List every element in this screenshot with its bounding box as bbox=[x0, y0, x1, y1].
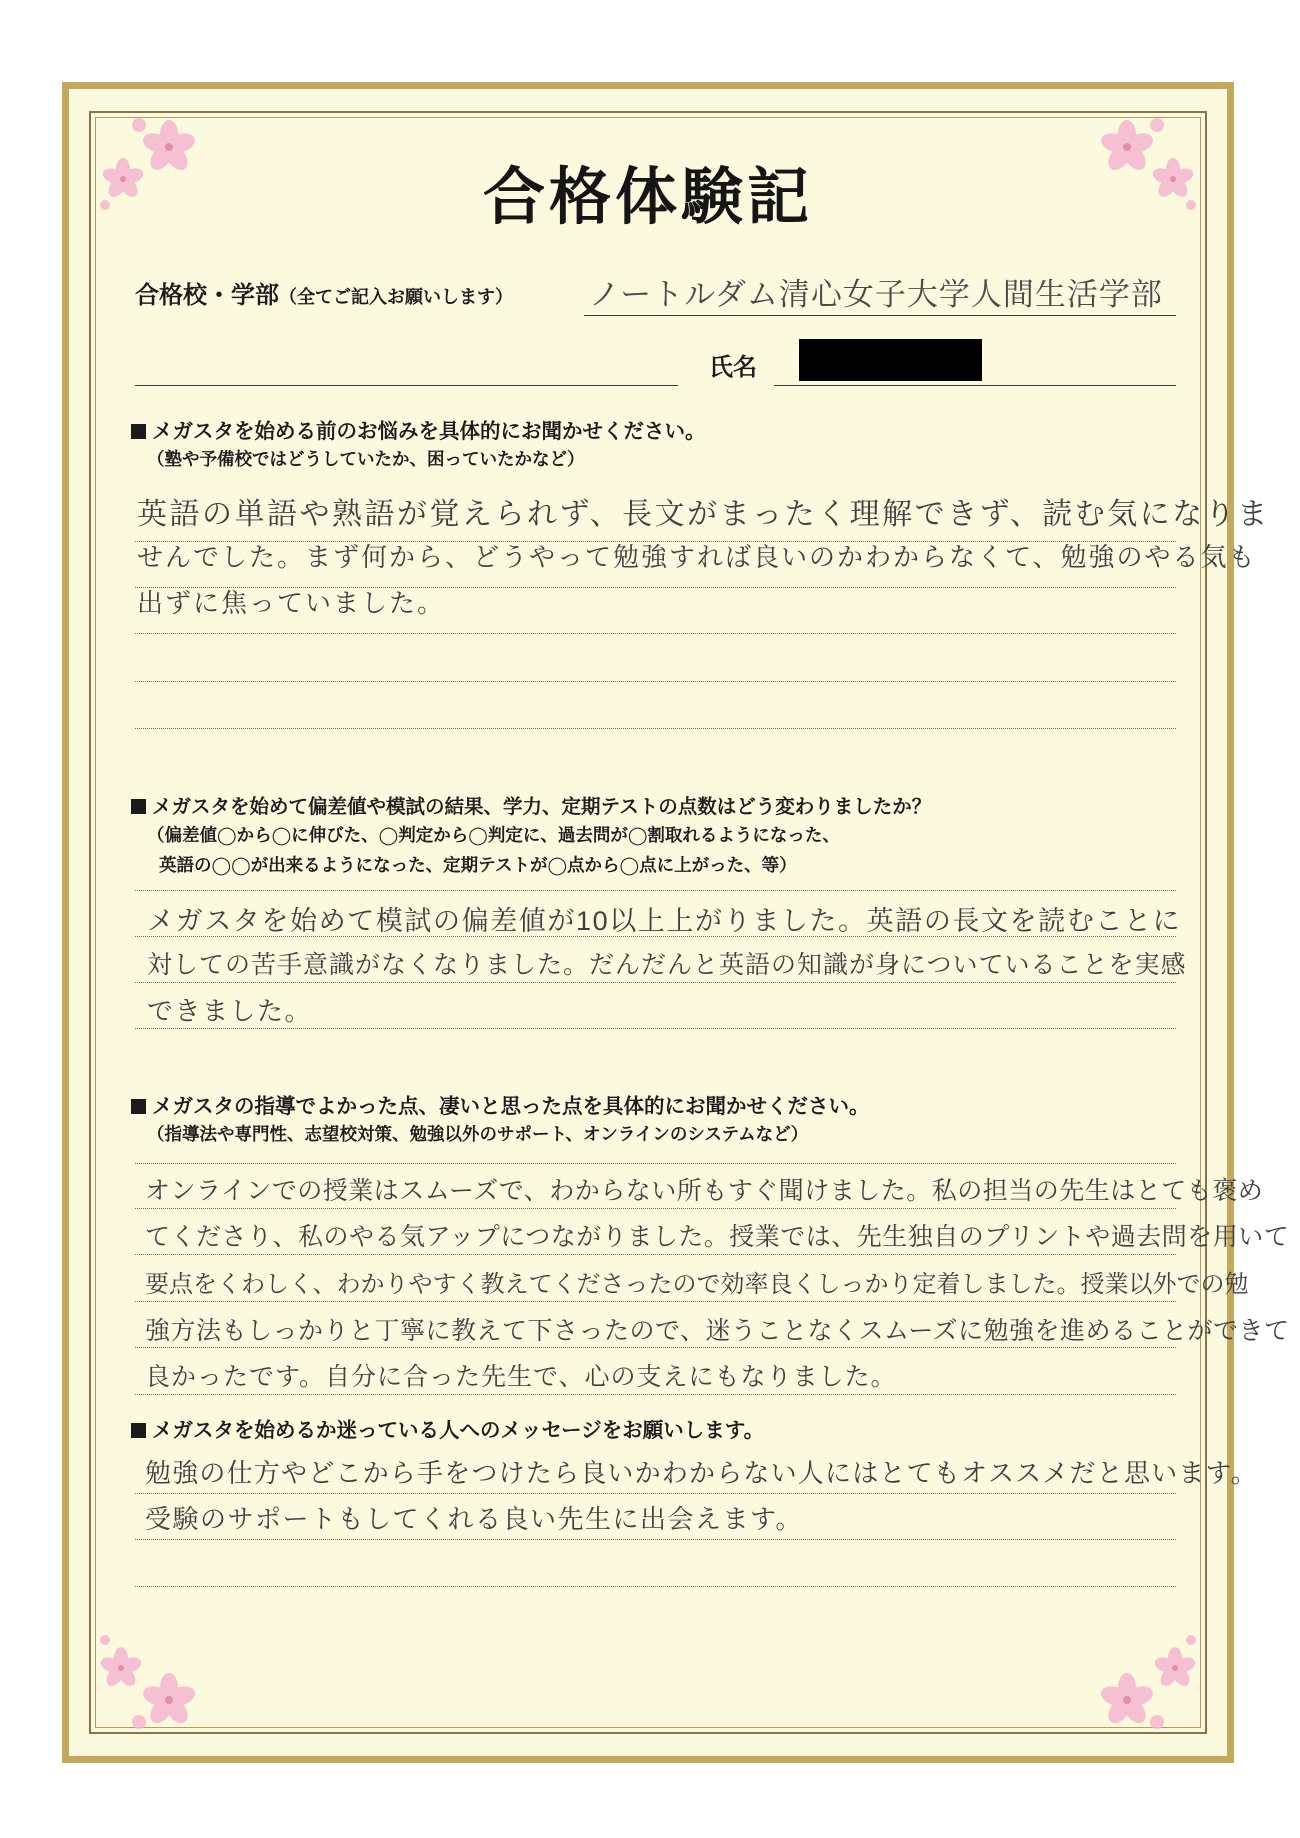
question-1-heading bbox=[131, 414, 706, 444]
answer-line: メガスタを始めて模試の偏差値が10以上上がりました。英語の長文を読むことに bbox=[147, 906, 1182, 936]
ruled-line bbox=[135, 541, 1176, 542]
ruled-line bbox=[135, 936, 1176, 937]
sakura-corner-bottom-right-icon bbox=[1093, 1628, 1203, 1738]
ruled-line bbox=[135, 633, 1176, 634]
ruled-line bbox=[135, 587, 1176, 588]
answer-line: 良かったです。自分に合った先生で、心の支えにもなりました。 bbox=[145, 1363, 897, 1391]
ruled-line bbox=[135, 1539, 1176, 1540]
question-2-heading-text: メガスタを始めて偏差値や模試の結果、学力、定期テストの点数はどう変わりましたか？ bbox=[152, 795, 932, 818]
name-label: 氏名 bbox=[709, 353, 757, 381]
question-1-heading-text: メガスタを始める前のお悩みを具体的にお聞かせください。 bbox=[152, 419, 706, 443]
ruled-line bbox=[135, 890, 1176, 891]
question-4-heading-text: メガスタを始めるか迷っている人へのメッセージをお願いします。 bbox=[152, 1418, 765, 1442]
ruled-line bbox=[135, 1028, 1176, 1029]
ruled-line bbox=[135, 1254, 1176, 1255]
answer-line: 対しての苦手意識がなくなりました。だんだんと英語の知識が身についていることを実感 bbox=[147, 951, 1187, 979]
school-value[interactable]: ノートルダム清心女子大学人間生活学部 bbox=[589, 277, 1163, 312]
ruled-line bbox=[135, 1208, 1176, 1209]
page-title: 合格体験記 bbox=[482, 160, 813, 233]
ruled-line bbox=[135, 681, 1176, 682]
answer-line: オンラインでの授業はスムーズで、わからない所もすぐ聞けました。私の担当の先生はとても褒め bbox=[145, 1177, 1264, 1205]
answer-line: 英語の単語や熟語が覚えられず、長文がまったく理解できず、読む気になりま bbox=[137, 498, 1270, 531]
ruled-line bbox=[135, 1586, 1176, 1587]
name-left-underline bbox=[135, 385, 678, 386]
school-label-text: 合格校・学部 bbox=[135, 281, 279, 309]
question-2-heading bbox=[131, 791, 931, 819]
answer-line: 勉強の仕方やどこから手をつけたら良いかわからない人にはとてもオススメだと思います。 bbox=[145, 1458, 1258, 1488]
sakura-corner-bottom-left-icon bbox=[93, 1628, 203, 1738]
question-3-heading-text: メガスタの指導でよかった点、凄いと思った点を具体的にお聞かせください。 bbox=[152, 1094, 870, 1118]
ruled-line bbox=[135, 728, 1176, 729]
school-label-note: （全てご記入お願いします） bbox=[279, 287, 513, 308]
answer-line: できました。 bbox=[147, 996, 313, 1026]
question-4-heading bbox=[131, 1413, 764, 1443]
question-2-note-line-1: （偏差値◯から◯に伸びた、◯判定から◯判定に、過去問が◯割取れるようになった、 bbox=[147, 826, 840, 846]
ruled-line bbox=[135, 1394, 1176, 1395]
answer-line: 出ずに焦っていました。 bbox=[137, 588, 446, 618]
question-3-heading bbox=[131, 1089, 870, 1119]
school-underline bbox=[584, 315, 1176, 316]
school-label bbox=[135, 275, 513, 310]
answer-line: 強方法もしっかりと丁寧に教えて下さったので、迷うことなくスムーズに勉強を進めることができて bbox=[145, 1317, 1290, 1345]
question-3-note: （指導法や専門性、志望校対策、勉強以外のサポート、オンラインのシステムなど） bbox=[147, 1125, 809, 1145]
question-1-note: （塾や予備校ではどうしていたか、困っていたかなど） bbox=[147, 450, 585, 470]
answer-line: 受験のサポートもしてくれる良い先生に出会えます。 bbox=[145, 1504, 803, 1534]
testimonial-form bbox=[62, 82, 1290, 1763]
ruled-line bbox=[135, 982, 1176, 983]
answer-line: てくださり、私のやる気アップにつながりました。授業では、先生独自のプリントや過去問を用いて bbox=[145, 1223, 1290, 1251]
ruled-line bbox=[135, 1163, 1176, 1164]
question-2-note-line-2: 英語の◯◯が出来るようになった、定期テストが◯点から◯点に上がった、等） bbox=[159, 856, 797, 876]
ruled-line bbox=[135, 1301, 1176, 1302]
ruled-line bbox=[135, 1493, 1176, 1494]
ruled-line bbox=[135, 1347, 1176, 1348]
name-redaction bbox=[799, 339, 982, 381]
name-underline[interactable] bbox=[774, 385, 1176, 386]
answer-line: せんでした。まず何から、どうやって勉強すれば良いのかわからなくて、勉強のやる気も bbox=[137, 542, 1257, 572]
answer-line: 要点をくわしく、わかりやすく教えてくださったので効率良くしっかり定着しました。授業以外での勉 bbox=[145, 1271, 1249, 1298]
